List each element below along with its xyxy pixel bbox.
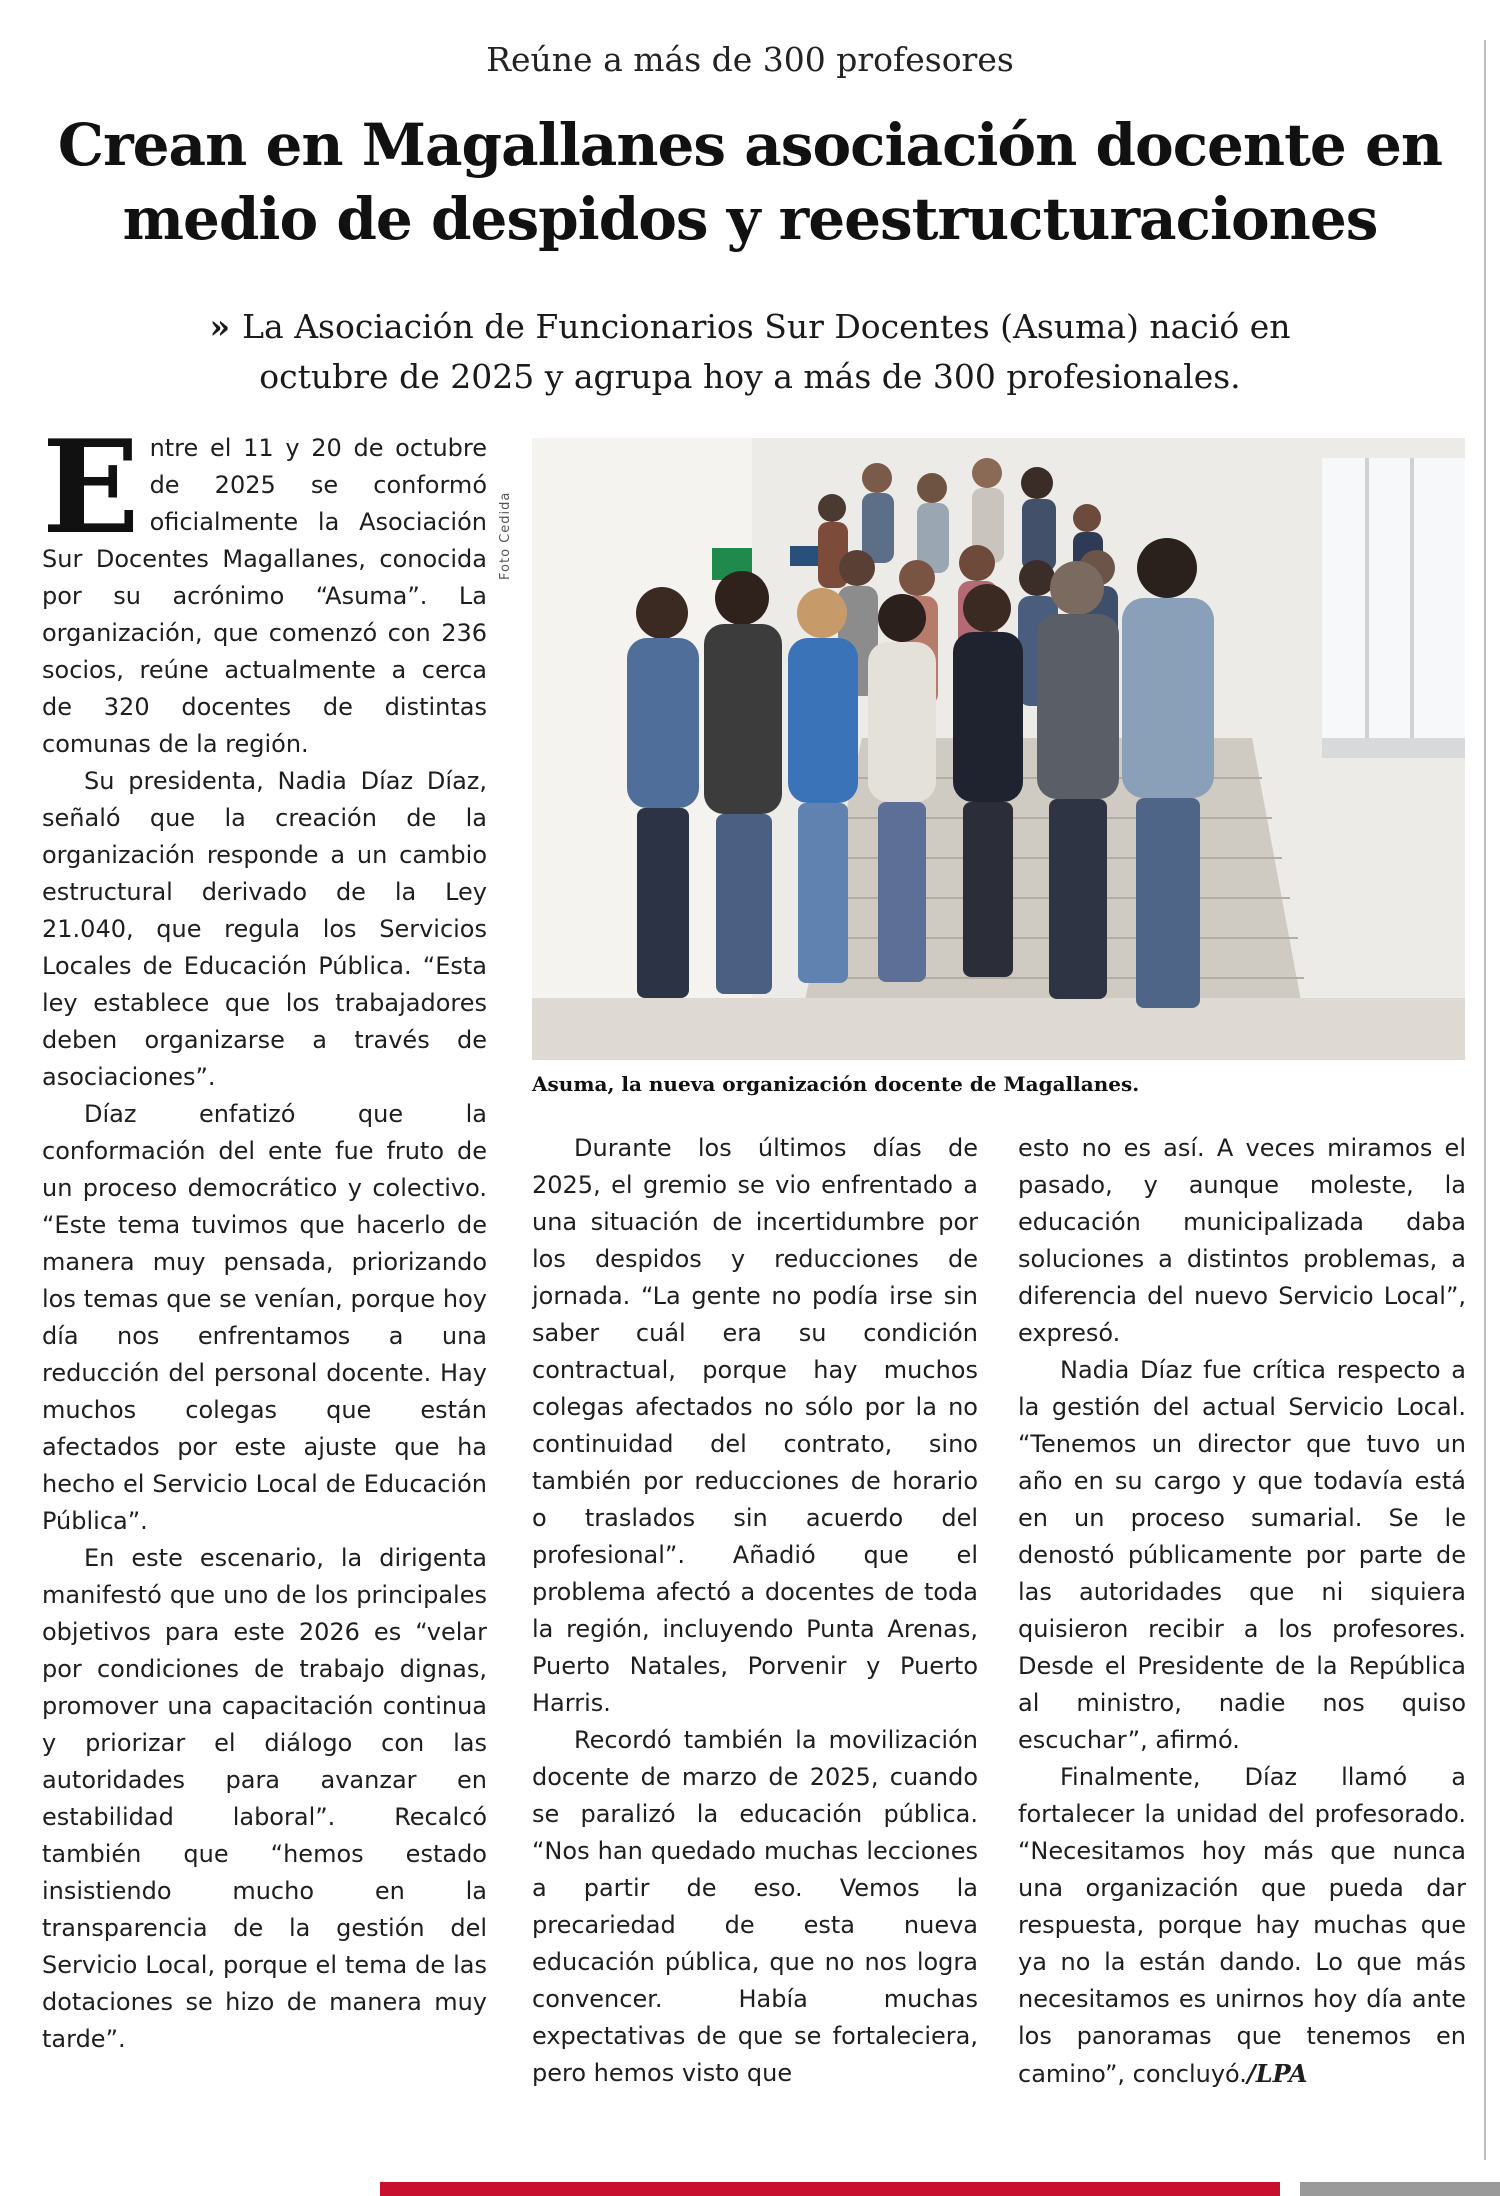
paragraph: En este escenario, la dirigenta manifestó que uno de los principales objetivos para este 2026 es “velar por condiciones de trabajo dignas, promover una capacitación continua y priorizar el diálogo con las autoridades para avanzar en estabilidad laboral”. Recalcó también que “hemos estado insistiendo mucho en la transparencia de la gestión del Servicio Local, porque el tema de las dotaciones se hizo de manera muy tarde”.: [42, 1544, 487, 2053]
paragraph: Recordó también la movilización docente de marzo de 2025, cuando se paralizó la educación pública. “Nos han quedado muchas lecciones a partir de eso. Vemos la precariedad de esta nueva educación pública, que no nos logra convencer. Había muchas expectativas de que se fortaleciera, pero hemos visto que: [532, 1726, 978, 2087]
subhead: [180, 302, 1320, 402]
group-photo: [532, 438, 1465, 1060]
paragraph: Durante los últimos días de 2025, el gremio se vio enfrentado a una situación de incertidumbre por los despidos y reducciones de jornada. “La gente no podía irse sin saber cuál era su condición contractual, porque hay muchos colegas afectados no sólo por la no continuidad del contrato, sino también por reducciones de horario o traslados sin acuerdo del profesional”. Añadió que el problema afectó a docentes de toda la región, incluyendo Punta Arenas, Puerto Natales, Porvenir y Puerto Harris.: [532, 1134, 978, 1717]
chevron-marker-icon: »: [209, 307, 231, 346]
column-rule: [1484, 40, 1486, 2160]
footer-grey-bar: [1300, 2182, 1500, 2196]
article-column-1: [42, 430, 487, 2140]
subhead-text: La Asociación de Funcionarios Sur Docentes (Asuma) nació en octubre de 2025 y agrupa hoy a más de 300 profesionales.: [242, 307, 1291, 396]
photo-credit: Foto Cedida: [498, 491, 513, 580]
paragraph: Entre el 11 y 20 de octubre de 2025 se conformó oficialmente la Asociación Sur Docentes Magallanes, conocida por su acrónimo “Asuma”. La organización, que comenzó con 236 socios, reúne actualmente a cerca de 320 docentes de distintas comunas de la región.: [42, 430, 487, 758]
photo-caption: Asuma, la nueva organización docente de Magallanes.: [532, 1072, 1140, 1096]
signoff: /LPA: [1246, 2059, 1308, 2088]
kicker: Reúne a más de 300 profesores: [486, 40, 1014, 79]
paragraph: esto no es así. A veces miramos el pasado, y aunque moleste, la educación municipalizada daba soluciones a distintos problemas, a diferencia del nuevo Servicio Local”, expresó.: [1018, 1134, 1466, 1347]
paragraph: Díaz enfatizó que la conformación del ente fue fruto de un proceso democrático y colectivo. “Este tema tuvimos que hacerlo de manera muy pensada, priorizando los temas que se venían, porque hoy día nos enfrentamos a una reducción del personal docente. Hay muchos colegas que están afectados por este ajuste que ha hecho el Servicio Local de Educación Pública”.: [42, 1100, 487, 1535]
article-column-2: [532, 1130, 978, 2140]
article-column-3: [1018, 1130, 1466, 2140]
dropcap: E: [42, 430, 140, 563]
paragraph: Finalmente, Díaz llamó a fortalecer la unidad del profesorado. “Necesitamos hoy más que nunca una organización que pueda dar respuesta, porque hay muchas que ya no la están dando. Lo que más necesitamos es unirnos hoy día ante los panoramas que tenemos en camino”, concluyó./LPA: [1018, 1763, 1466, 2088]
footer-accent-bar: [380, 2182, 1280, 2196]
paragraph: Su presidenta, Nadia Díaz Díaz, señaló que la creación de la organización responde a un cambio estructural derivado de la Ley 21.040, que regula los Servicios Locales de Educación Pública. “Esta ley establece que los trabajadores deben organizarse a través de asociaciones”.: [42, 767, 487, 1091]
headline: Crean en Magallanes asociación docente en medio de despidos y reestructuraciones: [57, 111, 1443, 253]
paragraph: Nadia Díaz fue crítica respecto a la gestión del actual Servicio Local. “Tenemos un director que tuvo un año en su cargo y que todavía está en un proceso sumarial. Se le denostó públicamente por parte de las autoridades que ni siquiera quisieron recibir a los profesores. Desde el Presidente de la República al ministro, nadie nos quiso escuchar”, afirmó.: [1018, 1356, 1466, 1754]
